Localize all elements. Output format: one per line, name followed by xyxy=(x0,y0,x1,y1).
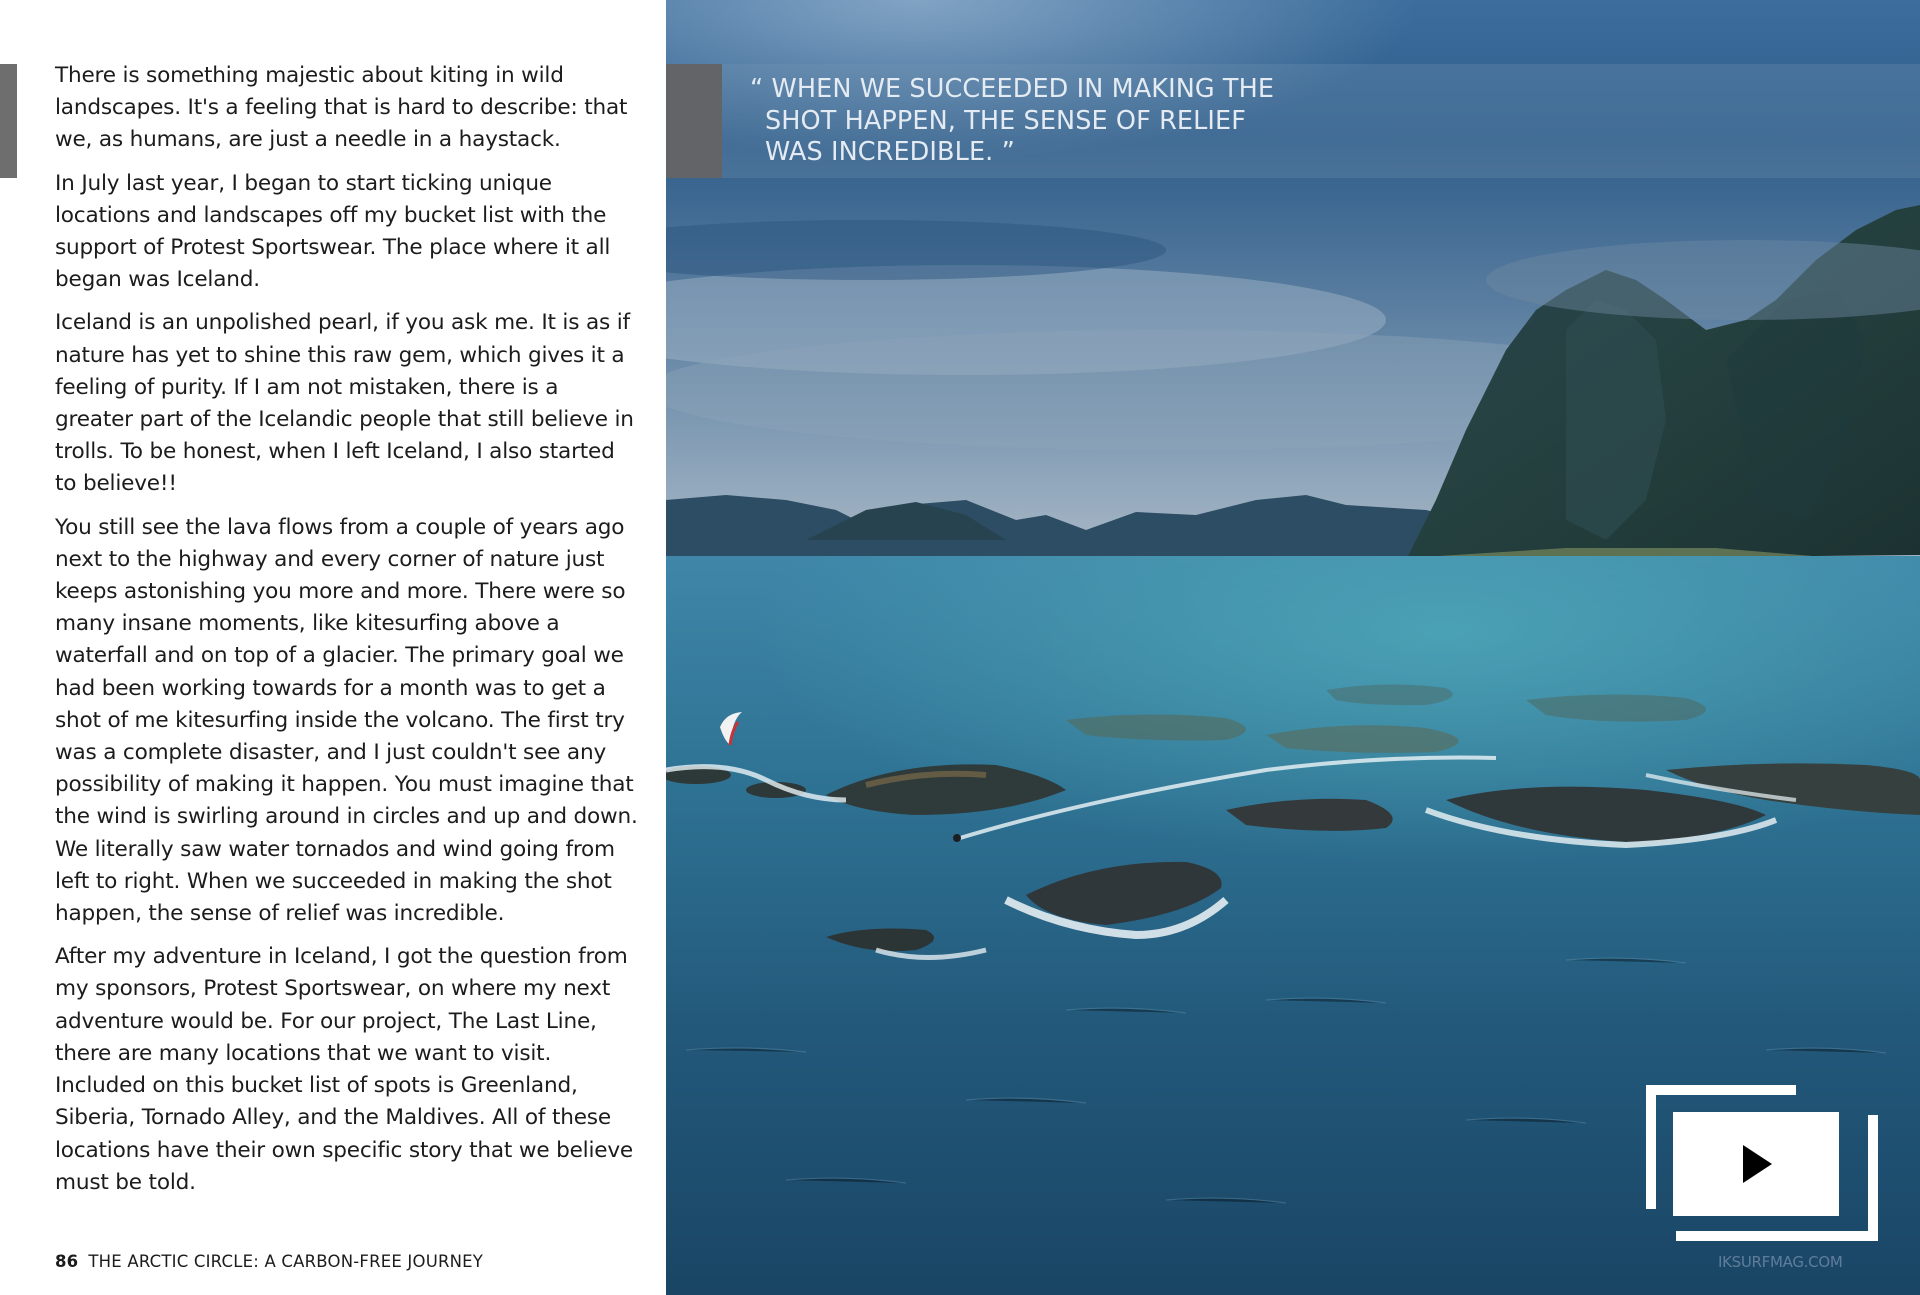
photo-page xyxy=(666,0,1920,1295)
accent-bar xyxy=(0,64,17,178)
article-paragraph: You still see the lava flows from a couple of years ago next to the highway and every corner of nature just keeps astonishing you more and more. There were so many insane moments, like kitesurfing above a waterfall and on top of a glacier. The primary goal we had been working towards for a month was to get a shot of me kitesurfing inside the volcano. The first try was a complete disaster, and I just couldn't see any possibility of making it happen. You must imagine that the wind is swirling around in circles and up and down. We literally saw water tornados and wind going from left to right. When we succeeded in making the shot happen, the sense of relief was incredible. xyxy=(55,514,638,927)
pull-quote xyxy=(750,74,1370,169)
page-number: 86 xyxy=(55,1252,79,1271)
section-title: THE ARCTIC CIRCLE: A CARBON-FREE JOURNEY xyxy=(88,1252,484,1271)
pull-quote-line: “ WHEN WE SUCCEEDED IN MAKING THE xyxy=(750,74,1275,104)
pull-quote-line: WAS INCREDIBLE. ” xyxy=(765,137,1015,167)
pull-quote-accent xyxy=(666,64,722,178)
article-paragraph: Iceland is an unpolished pearl, if you ask me. It is as if nature has yet to shine this raw gem, which gives it a feeling of purity. If I am not mistaken, there is a greater part of the Icelandic people that still believe in trolls. To be honest, when I left Iceland, I also started to believe!! xyxy=(55,310,634,497)
page-footer xyxy=(55,1252,483,1271)
site-watermark: IKSURFMAG.COM xyxy=(1718,1253,1843,1271)
article-paragraph: There is something majestic about kiting in wild landscapes. It's a feeling that is hard to describe: that we, as humans, are just a needle in a haystack. xyxy=(55,63,628,153)
play-video-icon[interactable] xyxy=(1646,1085,1878,1241)
article-paragraph: After my adventure in Iceland, I got the question from my sponsors, Protest Sportswear, on where my next adventure would be. For our project, The Last Line, there are many locations that we want to visit. Included on this bucket list of spots is Greenland, Siberia, Tornado Alley, and the Maldives. All of these locations have their own specific story that we believe must be told. xyxy=(55,944,634,1195)
article-paragraph: In July last year, I began to start ticking unique locations and landscapes off my bucket list with the support of Protest Sportswear. The place where it all began was Iceland. xyxy=(55,170,611,293)
article-page xyxy=(0,0,666,1295)
article-body xyxy=(55,60,639,1210)
pull-quote-line: SHOT HAPPEN, THE SENSE OF RELIEF xyxy=(765,105,1247,136)
